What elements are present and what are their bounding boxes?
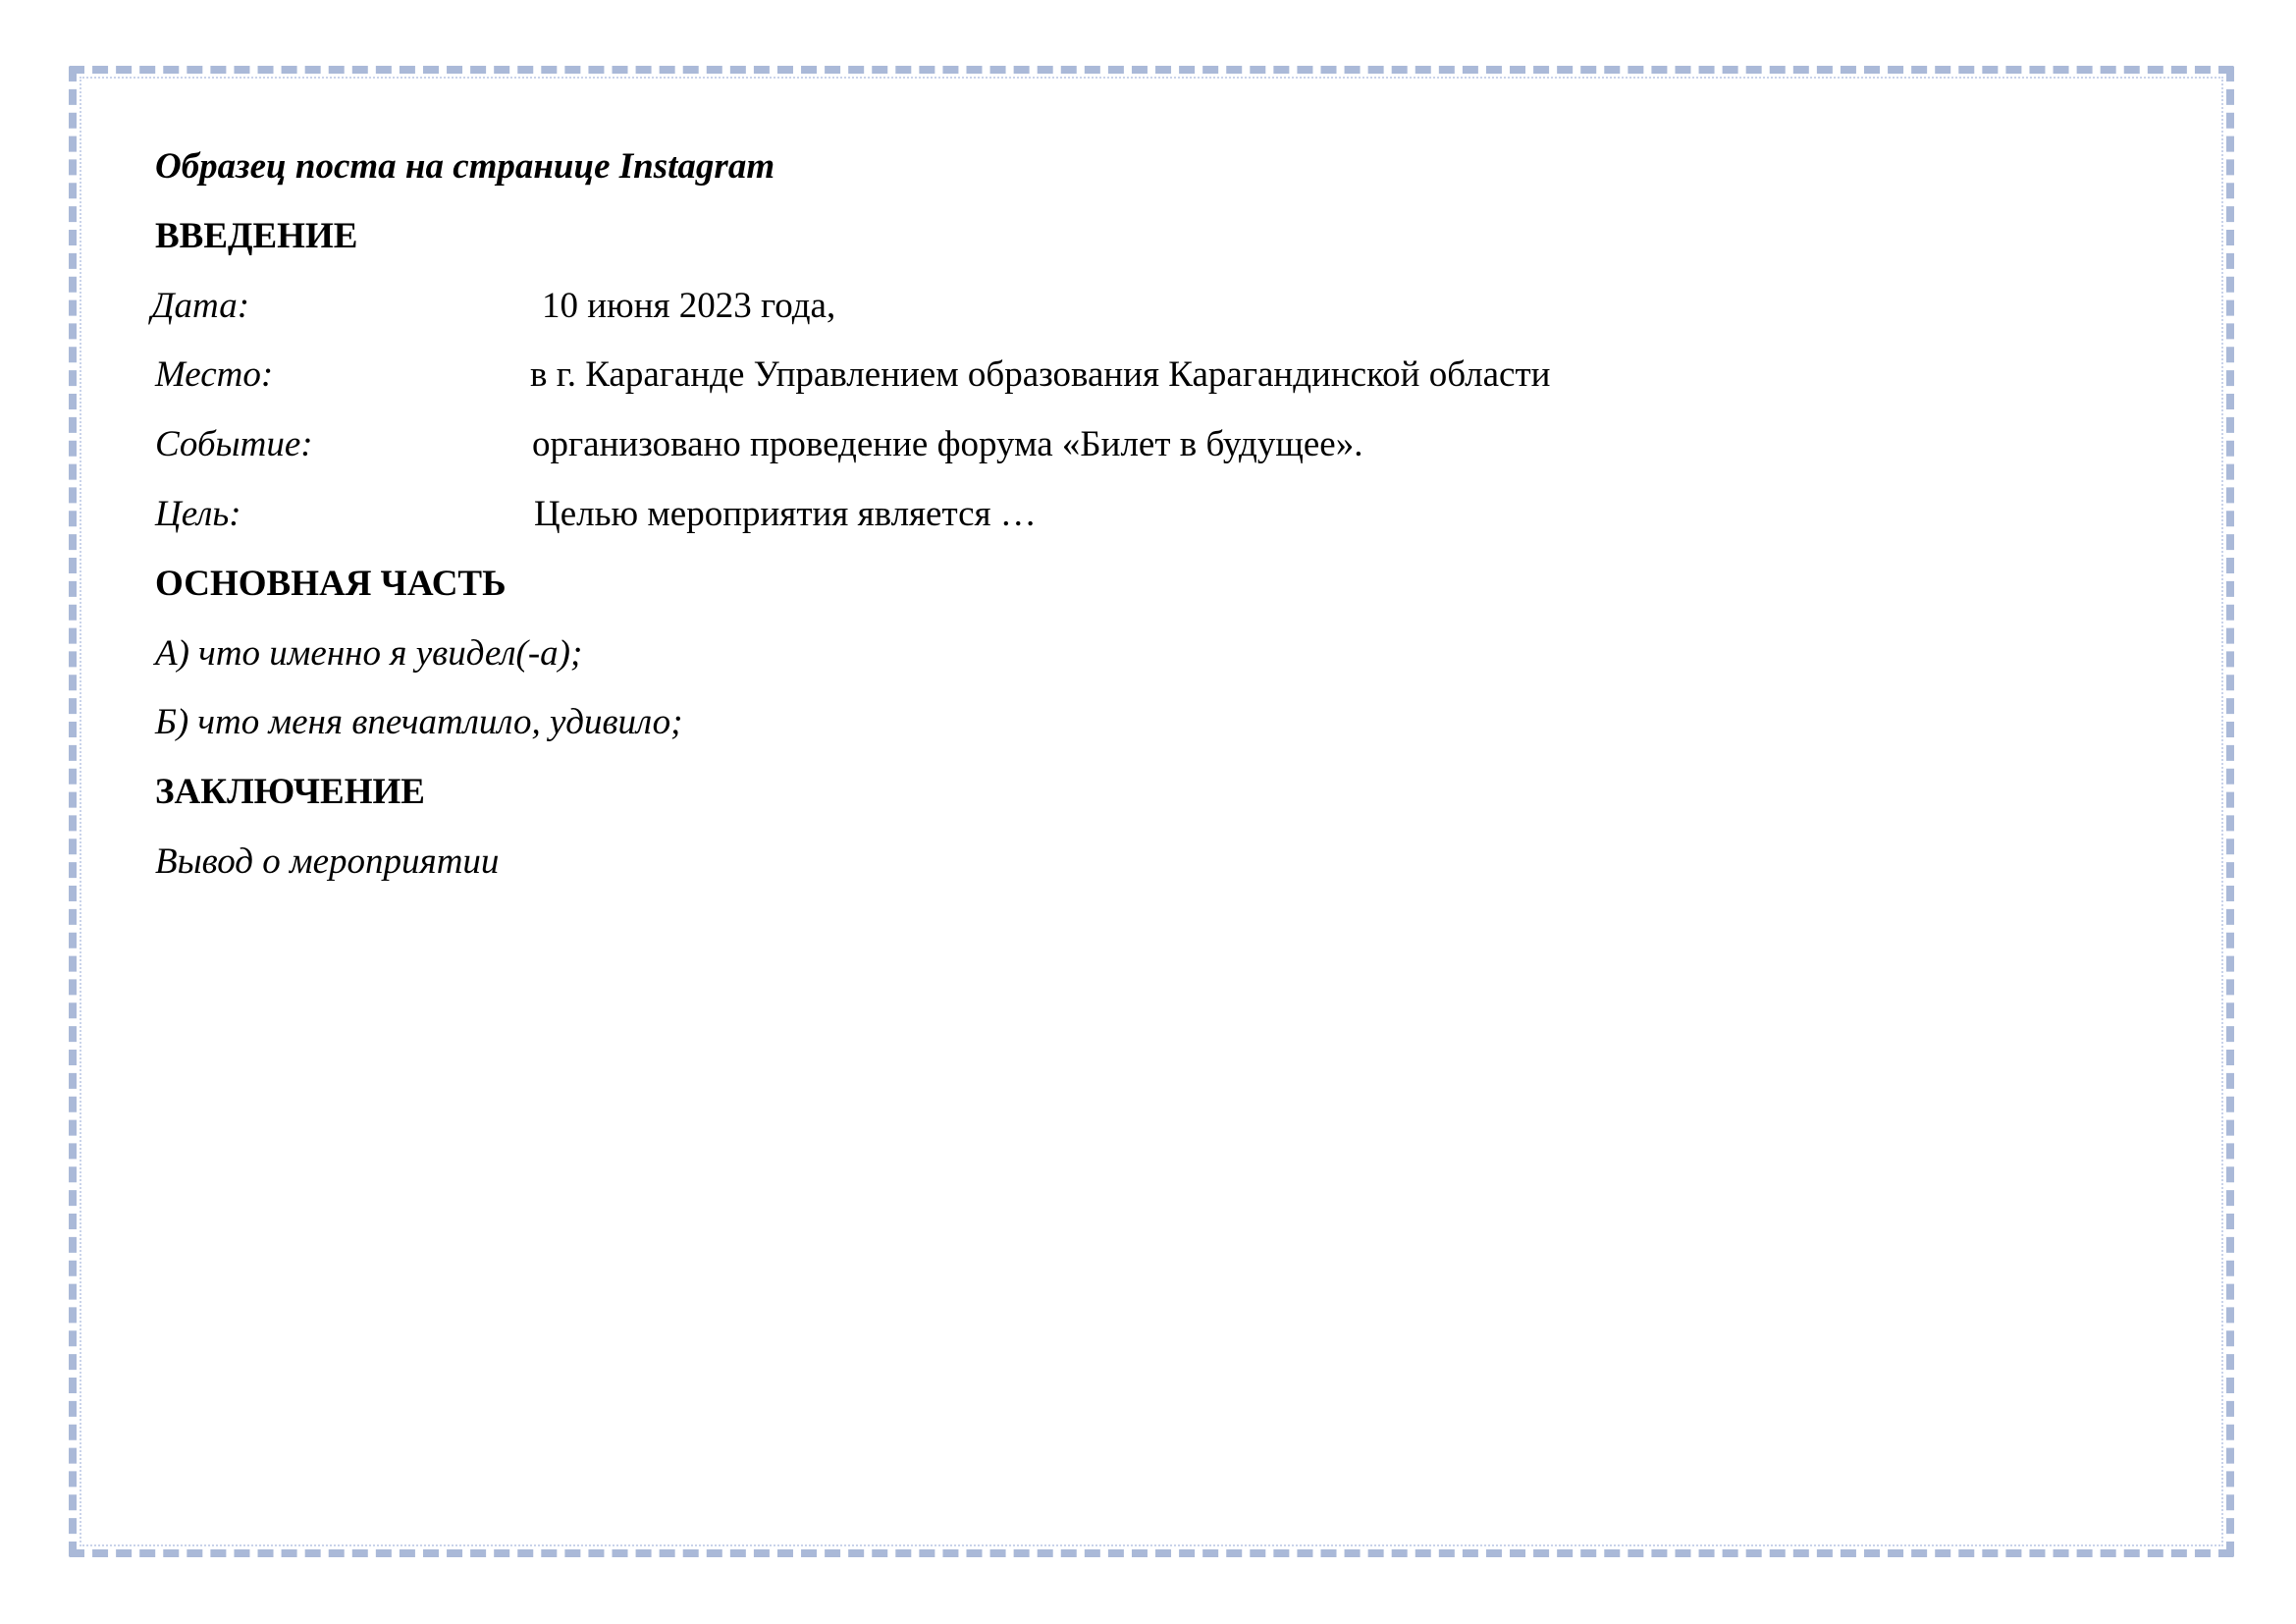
section-heading-conclusion: ЗАКЛЮЧЕНИЕ bbox=[155, 772, 425, 813]
field-value-event: организовано проведение форума «Билет в будущее». bbox=[532, 424, 1363, 465]
field-value-goal: Целью мероприятия является … bbox=[534, 493, 1037, 534]
field-row-event bbox=[155, 419, 2099, 489]
section-heading-main: ОСНОВНАЯ ЧАСТЬ bbox=[155, 563, 507, 604]
field-row-goal bbox=[155, 489, 2099, 559]
field-label-place: Место: bbox=[155, 354, 274, 396]
field-value-place: в г. Караганде Управлением образования Карагандинской области bbox=[530, 354, 1551, 396]
main-item-b: Б) что меня впечатлило, удивило; bbox=[155, 702, 683, 743]
field-label-event: Событие: bbox=[155, 424, 313, 465]
field-label-goal: Цель: bbox=[155, 493, 241, 534]
conclusion-text: Вывод о мероприятии bbox=[155, 840, 500, 882]
document-body bbox=[151, 141, 2099, 906]
field-row-place bbox=[155, 350, 2099, 419]
field-label-date: Дата: bbox=[151, 285, 250, 326]
field-value-date: 10 июня 2023 года, bbox=[542, 285, 836, 326]
field-row-date bbox=[151, 281, 2099, 351]
document-title: Образец поста на странице Instagram bbox=[155, 146, 775, 187]
section-heading-intro: ВВЕДЕНИЕ bbox=[155, 215, 358, 256]
main-item-a: А) что именно я увидел(-а); bbox=[155, 632, 583, 674]
